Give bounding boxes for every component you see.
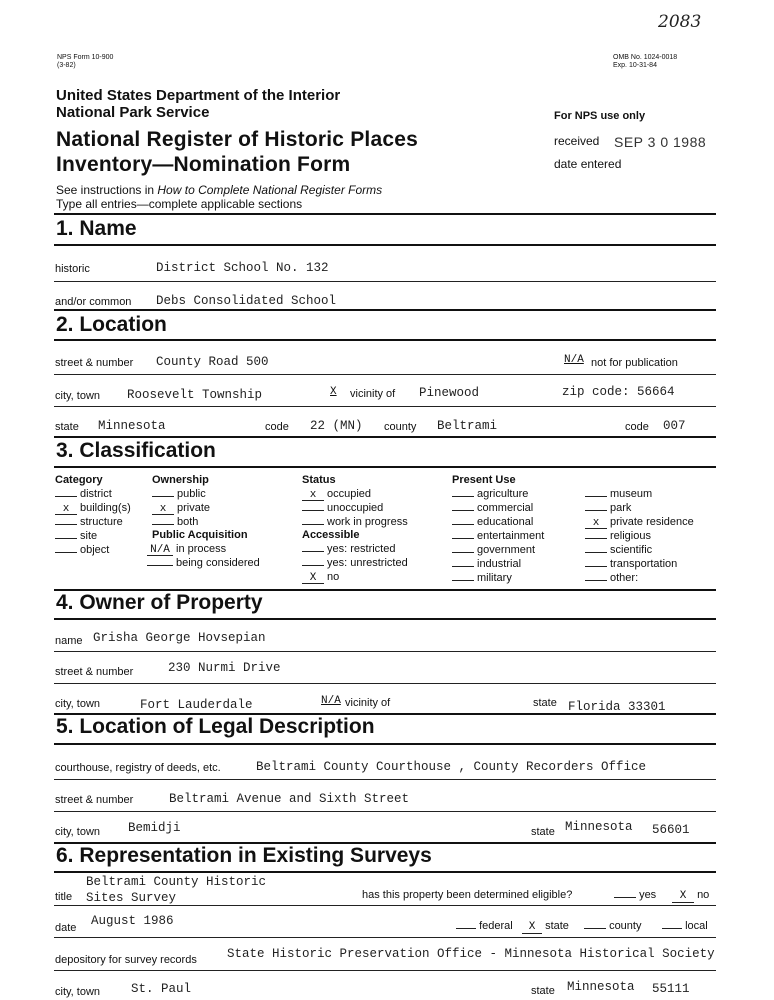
field-underline xyxy=(54,651,716,652)
checkbox-mark: x xyxy=(152,504,174,515)
checkbox-mark xyxy=(302,510,324,511)
checkbox-label: park xyxy=(610,502,632,514)
checkbox-mark xyxy=(585,538,607,539)
checkbox-mark xyxy=(302,524,324,525)
checkbox-mark xyxy=(585,552,607,553)
section-divider xyxy=(54,743,716,745)
checkbox-mark xyxy=(302,565,324,566)
section-divider xyxy=(54,309,716,311)
checkbox-mark xyxy=(452,538,474,539)
checkbox-label: object xyxy=(80,544,110,556)
checkbox-item-museum xyxy=(585,488,652,500)
checkbox-mark xyxy=(585,580,607,581)
field-underline xyxy=(54,937,716,938)
checkbox-item-religious xyxy=(585,530,651,542)
city-town-value: Roosevelt Township xyxy=(127,388,263,402)
field-underline xyxy=(54,374,716,375)
field-underline xyxy=(54,281,716,282)
agency-service: National Park Service xyxy=(56,104,210,121)
checkbox-mark xyxy=(55,496,77,497)
checkbox-item-commercial xyxy=(452,502,533,514)
legal-state-label: state xyxy=(531,826,555,838)
owner-state-label: state xyxy=(533,697,557,709)
checkbox-mark xyxy=(452,566,474,567)
checkbox-label: other: xyxy=(610,572,639,584)
section-divider xyxy=(54,466,716,468)
section-divider xyxy=(54,244,716,246)
checkbox-label: religious xyxy=(610,530,651,542)
section-divider xyxy=(54,213,716,215)
checkbox-label: district xyxy=(80,488,112,500)
checkbox-label: commercial xyxy=(477,502,534,514)
checkbox-mark: N/A xyxy=(147,545,173,556)
omb-expiration: Exp. 10-31-84 xyxy=(613,62,657,69)
checkbox-label: both xyxy=(177,516,199,528)
checkbox-item-both xyxy=(152,516,198,528)
checkbox-mark xyxy=(452,552,474,553)
historic-label: historic xyxy=(55,263,90,275)
city-town-label: city, town xyxy=(55,390,101,402)
checkbox-label: public xyxy=(177,488,206,500)
section2-heading: 2. Location xyxy=(56,313,167,336)
checkbox-label: unoccupied xyxy=(327,502,384,514)
vicinity-value: Pinewood xyxy=(419,386,480,400)
field-underline xyxy=(54,905,716,906)
checkbox-mark xyxy=(585,566,607,567)
status-title: Status xyxy=(302,474,336,486)
checkbox-item-scientific xyxy=(585,544,652,556)
section3-heading: 3. Classification xyxy=(56,439,216,462)
checkbox-item-yes-restricted xyxy=(302,543,395,555)
checkbox-mark: x xyxy=(585,518,607,529)
checkbox-item-occupied xyxy=(302,488,371,501)
owner-name-value: Grisha George Hovsepian xyxy=(93,631,266,645)
field-underline xyxy=(54,683,716,684)
section-divider xyxy=(54,871,716,873)
checkbox-item-public xyxy=(152,488,206,500)
field-underline xyxy=(54,779,716,780)
checkbox-item-no xyxy=(302,571,339,584)
checkbox-mark xyxy=(452,580,474,581)
checkbox-item-district xyxy=(55,488,112,500)
owner-state-value: Florida 33301 xyxy=(568,700,666,714)
checkbox-item-entertainment xyxy=(452,530,544,542)
checkbox-label: entertainment xyxy=(477,530,545,542)
state-code-value: 22 (MN) xyxy=(310,419,363,433)
checkbox-mark xyxy=(302,551,324,552)
survey-date-value: August 1986 xyxy=(91,914,174,928)
checkbox-label: being considered xyxy=(176,557,260,569)
checkbox-item-industrial xyxy=(452,558,521,570)
checkbox-item-other xyxy=(585,572,638,584)
section-divider xyxy=(54,436,716,438)
level-local: local xyxy=(662,920,708,932)
checkbox-mark xyxy=(452,496,474,497)
checkbox-item-site xyxy=(55,530,97,542)
vicinity-mark: X xyxy=(330,386,337,398)
checkbox-item-transportation xyxy=(585,558,677,570)
checkbox-item-yes-unrestricted xyxy=(302,557,408,569)
checkbox-mark xyxy=(452,510,474,511)
received-label: received xyxy=(554,134,600,148)
checkbox-item-educational xyxy=(452,516,533,528)
form-title-line2: Inventory—Nomination Form xyxy=(56,153,351,176)
depository-state-value: Minnesota xyxy=(567,980,635,994)
owner-vicinity-mark: N/A xyxy=(321,695,341,707)
checkbox-item-work-in-progress xyxy=(302,516,408,528)
courthouse-value: Beltrami County Courthouse , County Recorders Office xyxy=(256,760,647,774)
not-for-publication-mark: N/A xyxy=(564,354,584,366)
street-number-label: street & number xyxy=(55,357,134,369)
checkbox-mark: X xyxy=(302,573,324,584)
public-acquisition-title: Public Acquisition xyxy=(152,529,248,541)
checkbox-label: yes: unrestricted xyxy=(327,557,408,569)
checkbox-label: scientific xyxy=(610,544,653,556)
not-for-publication-label: not for publication xyxy=(591,357,678,369)
eligible-question: has this property been determined eligible? xyxy=(362,889,573,901)
historic-name-value: District School No. 132 xyxy=(156,261,329,275)
checkbox-mark: x xyxy=(302,490,324,501)
county-code-value: 007 xyxy=(663,419,686,433)
checkbox-item-private xyxy=(152,502,210,515)
agency-department: United States Department of the Interior xyxy=(56,87,341,104)
checkbox-item-military xyxy=(452,572,512,584)
owner-vicinity-label: vicinity of xyxy=(345,697,391,709)
owner-city-value: Fort Lauderdale xyxy=(140,698,253,712)
checkbox-label: no xyxy=(327,571,340,583)
date-entered-label: date entered xyxy=(554,157,622,171)
level-state: X state xyxy=(522,920,569,934)
depository-city-label: city, town xyxy=(55,986,101,998)
checkbox-item-private-residence xyxy=(585,516,694,529)
checkbox-label: structure xyxy=(80,516,123,528)
vicinity-label: vicinity of xyxy=(350,388,396,400)
legal-street-label: street & number xyxy=(55,794,134,806)
present-use-title: Present Use xyxy=(452,474,516,486)
owner-street-label: street & number xyxy=(55,666,134,678)
nps-use-label: For NPS use only xyxy=(554,110,646,122)
owner-city-label: city, town xyxy=(55,698,101,710)
checkbox-label: work in progress xyxy=(327,516,408,528)
accessible-title: Accessible xyxy=(302,529,360,541)
legal-zip-value: 56601 xyxy=(652,823,690,837)
category-title: Category xyxy=(55,474,103,486)
survey-date-label: date xyxy=(55,922,77,934)
omb-number: OMB No. 1024-0018 xyxy=(613,54,678,61)
checkbox-label: military xyxy=(477,572,512,584)
courthouse-label: courthouse, registry of deeds, etc. xyxy=(55,762,221,774)
checkbox-label: private xyxy=(177,502,211,514)
code-label: code xyxy=(265,421,289,433)
survey-title-line2: Sites Survey xyxy=(86,891,177,905)
zip-code-value: zip code: 56664 xyxy=(562,385,675,399)
checkbox-mark xyxy=(585,510,607,511)
common-name-label: and/or common xyxy=(55,296,132,308)
level-federal: federal xyxy=(456,920,513,932)
checkbox-label: building(s) xyxy=(80,502,131,514)
state-value: Minnesota xyxy=(98,419,166,433)
depository-zip-value: 55111 xyxy=(652,982,690,996)
section6-heading: 6. Representation in Existing Surveys xyxy=(56,844,432,867)
field-underline xyxy=(54,811,716,812)
legal-city-label: city, town xyxy=(55,826,101,838)
received-stamp: SEP 3 0 1988 xyxy=(614,134,707,150)
checkbox-item-building-s xyxy=(55,502,131,515)
checkbox-item-object xyxy=(55,544,109,556)
checkbox-label: yes: restricted xyxy=(327,543,396,555)
checkbox-mark xyxy=(147,565,173,566)
checkbox-mark xyxy=(585,496,607,497)
survey-title-label: title xyxy=(55,891,73,903)
checkbox-label: government xyxy=(477,544,536,556)
legal-street-value: Beltrami Avenue and Sixth Street xyxy=(169,792,410,806)
checkbox-label: agriculture xyxy=(477,488,529,500)
checkbox-label: transportation xyxy=(610,558,678,570)
form-title-line1: National Register of Historic Places xyxy=(56,128,418,151)
eligible-no: X no xyxy=(672,889,709,903)
checkbox-item-government xyxy=(452,544,535,556)
section1-heading: 1. Name xyxy=(56,217,137,240)
checkbox-item-structure xyxy=(55,516,123,528)
handwritten-number: 2083 xyxy=(658,12,702,32)
owner-street-value: 230 Nurmi Drive xyxy=(168,661,281,675)
checkbox-label: in process xyxy=(176,543,227,555)
form-number: NPS Form 10-900 xyxy=(57,54,114,61)
checkbox-mark xyxy=(55,552,77,553)
checkbox-label: museum xyxy=(610,488,653,500)
depository-state-label: state xyxy=(531,985,555,997)
field-underline xyxy=(54,406,716,407)
section4-heading: 4. Owner of Property xyxy=(56,591,263,614)
depository-value: State Historic Preservation Office - Minnesota Historical Society xyxy=(227,947,715,961)
checkbox-label: site xyxy=(80,530,98,542)
section-divider xyxy=(54,339,716,341)
section5-heading: 5. Location of Legal Description xyxy=(56,715,375,738)
county-label: county xyxy=(384,421,417,433)
checkbox-mark: x xyxy=(55,504,77,515)
section-divider xyxy=(54,618,716,620)
level-county: county xyxy=(584,920,641,932)
county-value: Beltrami xyxy=(437,419,498,433)
checkbox-label: educational xyxy=(477,516,534,528)
checkbox-item-in-process xyxy=(147,543,226,556)
depository-label: depository for survey records xyxy=(55,954,197,966)
owner-name-label: name xyxy=(55,635,83,647)
legal-state-value: Minnesota xyxy=(565,820,633,834)
legal-city-value: Bemidji xyxy=(128,821,181,835)
street-number-value: County Road 500 xyxy=(156,355,269,369)
checkbox-mark xyxy=(152,496,174,497)
state-label: state xyxy=(55,421,79,433)
checkbox-label: occupied xyxy=(327,488,372,500)
survey-title-line1: Beltrami County Historic xyxy=(86,875,267,889)
ownership-title: Ownership xyxy=(152,474,209,486)
checkbox-item-park xyxy=(585,502,631,514)
county-code-label: code xyxy=(625,421,649,433)
form-revision: (3-82) xyxy=(57,62,76,69)
checkbox-item-being-considered xyxy=(147,557,260,569)
eligible-yes: yes xyxy=(614,889,656,901)
checkbox-mark xyxy=(55,524,77,525)
checkbox-item-unoccupied xyxy=(302,502,383,514)
depository-city-value: St. Paul xyxy=(131,982,192,996)
instructions-line1: See instructions in How to Complete National Register Forms xyxy=(56,183,383,197)
checkbox-item-agriculture xyxy=(452,488,528,500)
checkbox-mark xyxy=(452,524,474,525)
field-underline xyxy=(54,970,716,971)
instructions-line2: Type all entries—complete applicable sections xyxy=(56,197,303,211)
checkbox-label: industrial xyxy=(477,558,522,570)
common-name-value: Debs Consolidated School xyxy=(156,294,337,308)
checkbox-mark xyxy=(152,524,174,525)
checkbox-label: private residence xyxy=(610,516,694,528)
checkbox-mark xyxy=(55,538,77,539)
